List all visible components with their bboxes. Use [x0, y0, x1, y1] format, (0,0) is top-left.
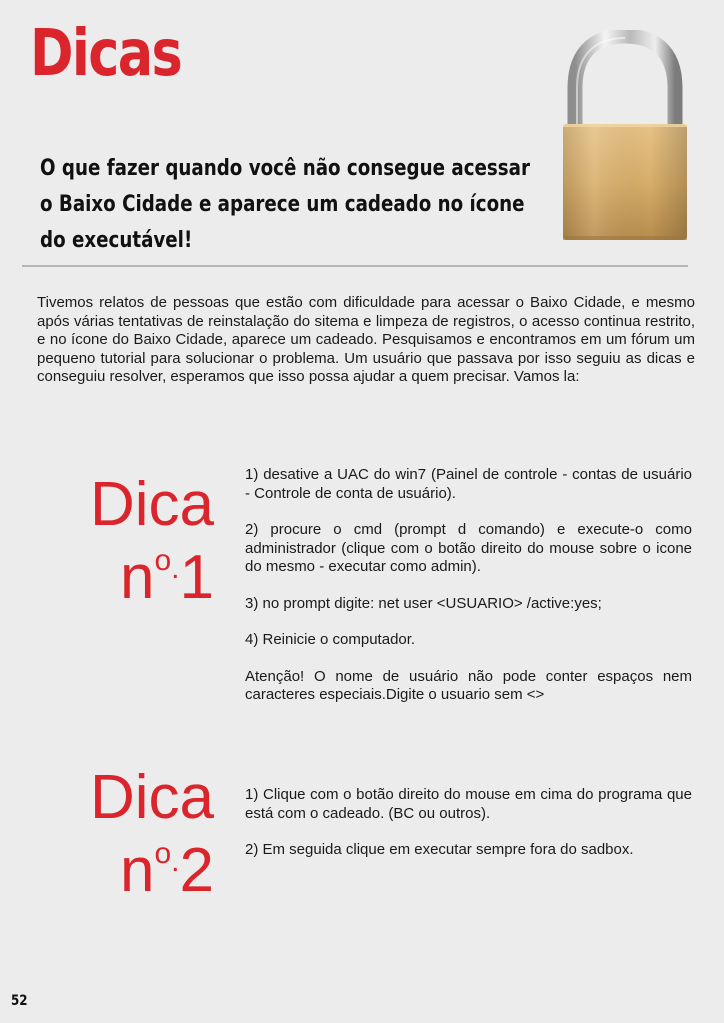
- tip-1-step: 2) procure o cmd (prompt d comando) e execute-o como administrador (clique com o botão direito do mouse sobre o icone do mesmo - executar como admin).: [245, 521, 692, 575]
- intro-paragraph: Tivemos relatos de pessoas que estão com dificuldade para acessar o Baixo Cidade, e mesmo após várias tentativas de reinstalação do sitema e limpeza de registros, o acesso continua restrito, e no ícone do Baixo Cidade, aparece um cadeado. Pesquisamos e encontramos em um fórum um pequeno tutorial para solucionar o problema. Um usuário que passava por isso seguiu as dicas e conseguiu resolver, esperamos que isso possa ajudar a quem precisar. Vamos la:: [37, 294, 695, 385]
- tip-1-step: 3) no prompt digite: net user <USUARIO> /active:yes;: [245, 594, 602, 612]
- tip-1-label: [80, 470, 214, 612]
- tip-2-number: $n^{o.}2$: [120, 836, 214, 905]
- tip-2-step: 2) Em seguida clique em executar sempre fora do sadbox.: [245, 841, 634, 858]
- tip-2-steps: [245, 786, 692, 878]
- tip-1-step: 4) Reinicie o computador.: [245, 631, 416, 648]
- padlock-icon: [555, 30, 695, 245]
- tip-1-word: Dica: [89, 470, 214, 539]
- tip-2-step: 1) Clique com o botão direito do mouse em cima do programa que está com o cadeado. (BC ou outros).: [245, 786, 692, 822]
- tip-1-steps: [245, 466, 692, 723]
- tip-1-step: Atenção! O nome de usuário não pode conter espaços nem caracteres especiais.Digite o usuario sem <>: [245, 667, 692, 703]
- subtitle: [40, 151, 530, 259]
- page-title: Dicas: [30, 17, 182, 91]
- tip-1-step: 1) desative a UAC do win7 (Painel de controle - contas de usuário - Controle de conta de usuário).: [245, 466, 692, 502]
- tip-2-word: Dica: [89, 763, 214, 832]
- subtitle-line: do executável!: [40, 228, 193, 253]
- divider: [22, 265, 688, 267]
- subtitle-line: O que fazer quando você não consegue acessar: [40, 156, 530, 181]
- tip-1-number: $n^{o.}1$: [120, 543, 214, 612]
- subtitle-line: o Baixo Cidade e aparece um cadeado no ícone: [40, 192, 525, 217]
- tip-2-label: [80, 763, 214, 905]
- page-number: 52: [11, 993, 28, 1009]
